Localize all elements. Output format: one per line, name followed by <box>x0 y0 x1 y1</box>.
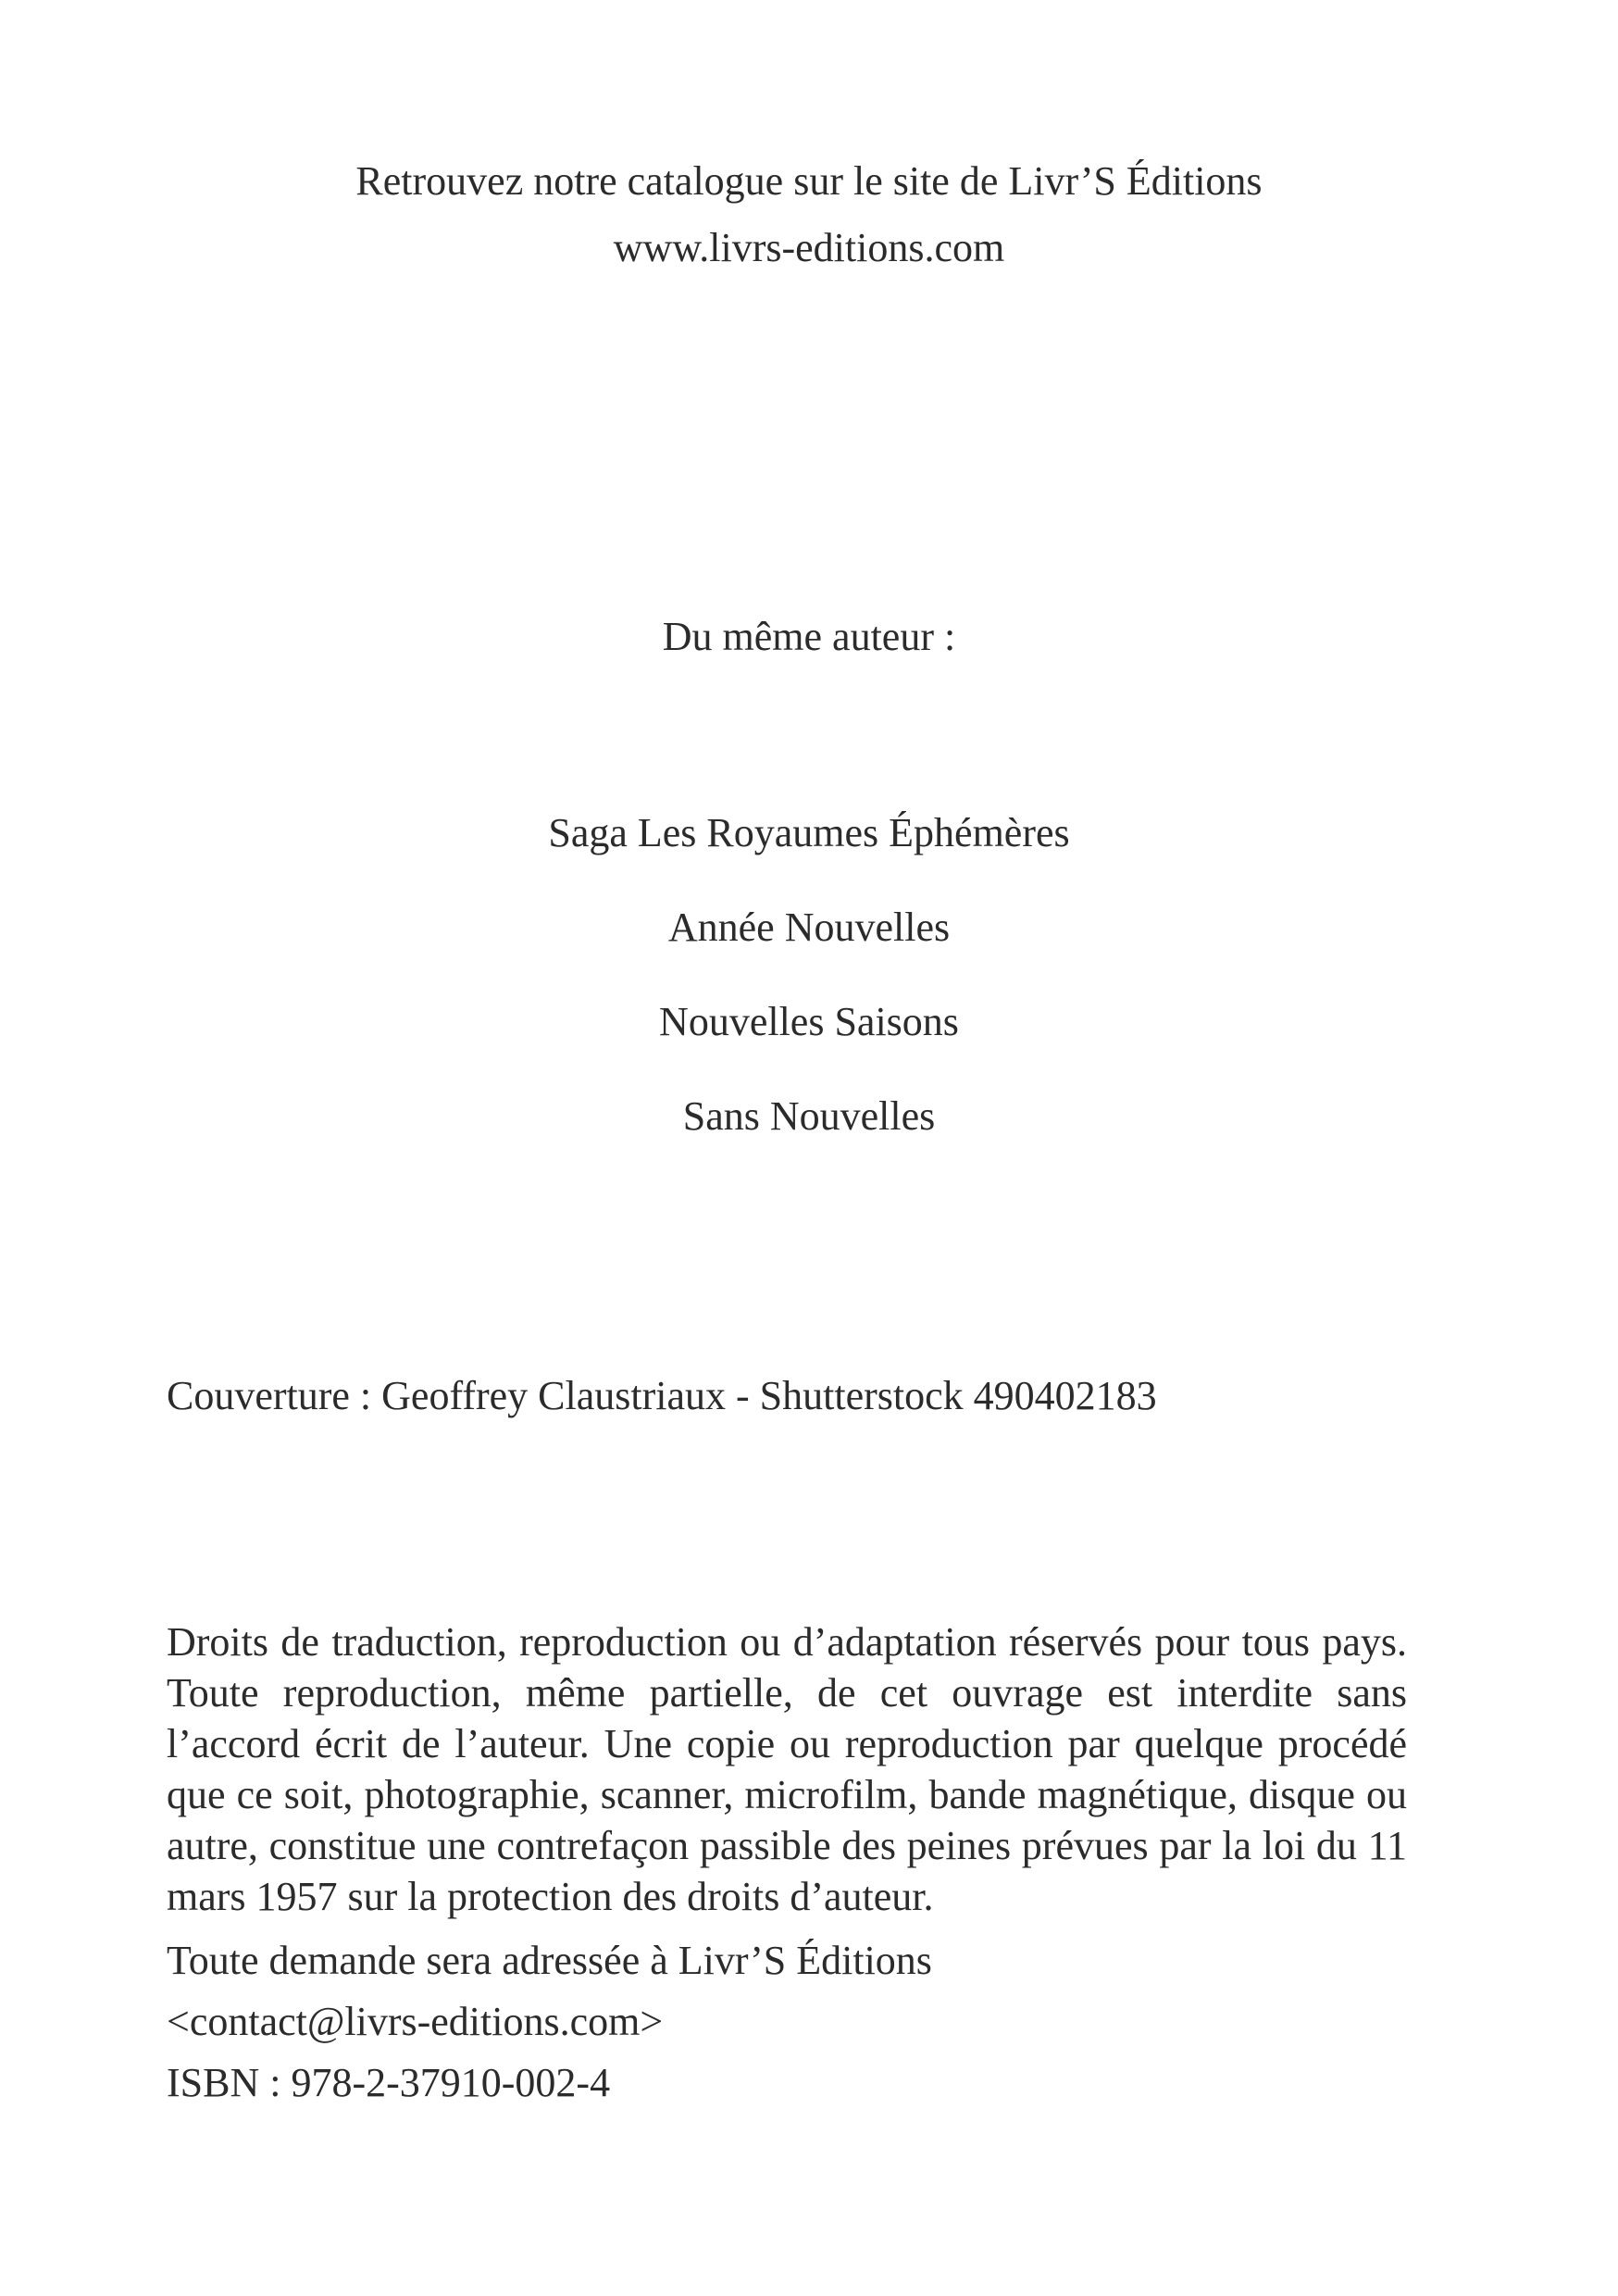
catalogue-line: Retrouvez notre catalogue sur le site de Livr’S Éditions <box>355 158 1263 204</box>
work-title: Année Nouvelles <box>667 905 951 950</box>
same-author-heading: Du même auteur : <box>662 614 956 659</box>
catalogue-notice <box>0 148 1618 281</box>
work-title: Sans Nouvelles <box>682 1093 936 1139</box>
work-title: Saga Les Royaumes Éphémères <box>548 810 1070 855</box>
request-line: Toute demande sera adressée à Livr’S Éditions <box>167 1938 932 1983</box>
rights-notice: Droits de traduction, reproduction ou d’adaptation réservés pour tous pays. Toute reproduction, même partielle, de cet ouvrage est interdite sans l’accord écrit de l’auteur. Une copie ou reproduction par quelque procédé que ce soit, photographie, scanner, microfilm, bande magnétique, disque ou autre, constitue une contrefaçon passible des peines prévues par la loi du 11 mars 1957 sur la protection des droits d’auteur. <box>167 1619 1407 1919</box>
cover-credit: Couverture : Geoffrey Claustriaux - Shutterstock 490402183 <box>167 1373 1157 1418</box>
isbn: ISBN : 978-2-37910-002-4 <box>167 2060 611 2105</box>
contact-block <box>167 1935 932 2118</box>
work-title: Nouvelles Saisons <box>659 999 959 1044</box>
works-list <box>0 800 1618 1178</box>
contact-email: <contact@livrs-editions.com> <box>167 1999 664 2044</box>
publisher-website: www.livrs-editions.com <box>613 225 1005 270</box>
